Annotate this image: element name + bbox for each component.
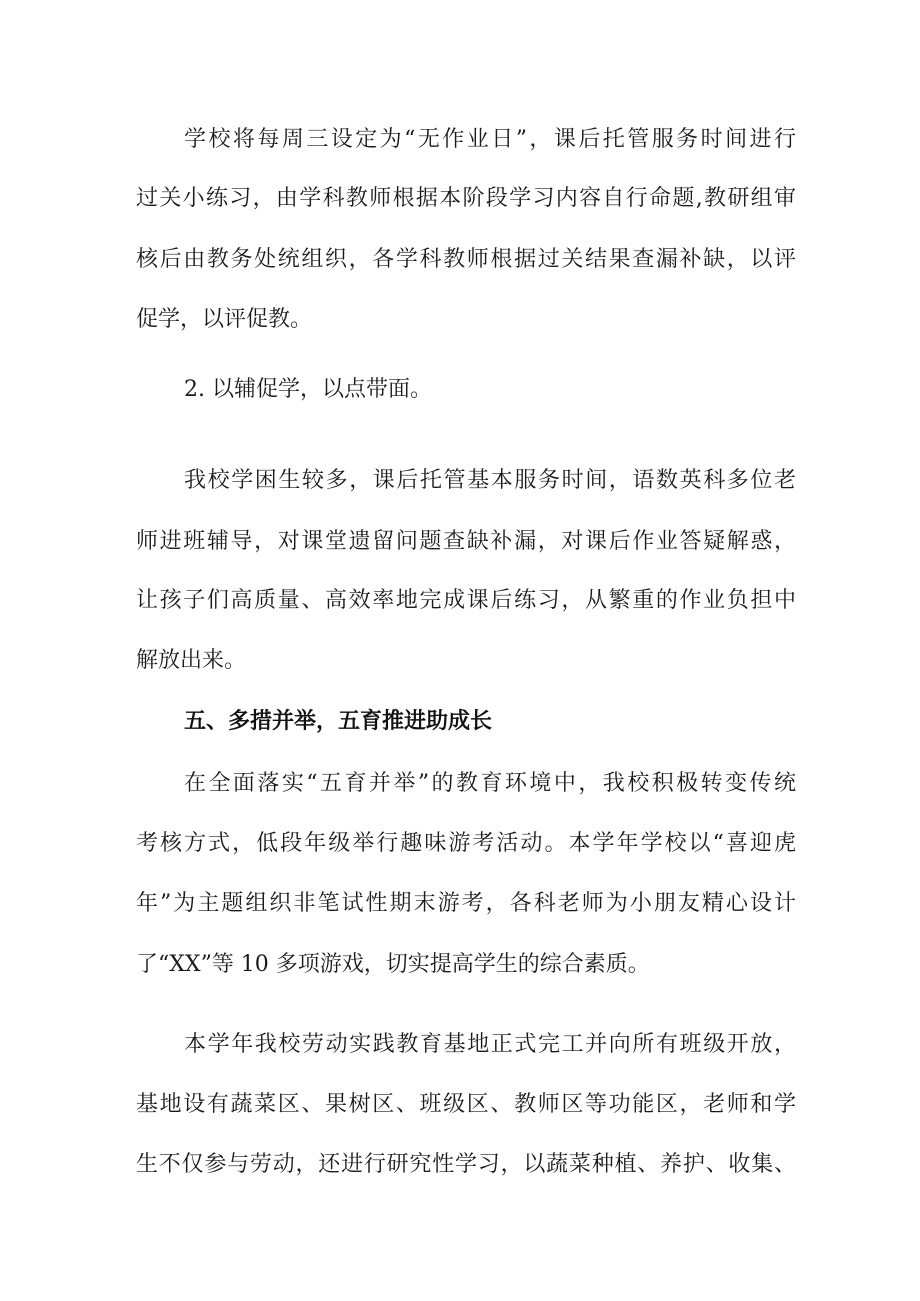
paragraph-line: 解放出来。	[136, 648, 247, 673]
paragraph-line: 让孩子们高质量、高效率地完成课后练习，从繁重的作业负担中	[136, 588, 796, 613]
paragraph-line: 过关小练习，由学科教师根据本阶段学习内容自行命题,教研组审	[136, 186, 796, 211]
paragraph-line: 了“XX”等 10 多项游戏，切实提高学生的综合素质。	[136, 952, 650, 977]
list-item-2: 2. 以辅促学，以点带面。	[184, 377, 432, 402]
paragraph-line: 促学，以评促教。	[136, 307, 313, 332]
paragraph-line: 核后由教务处统组织，各学科教师根据过关结果查漏补缺，以评	[136, 247, 796, 272]
section-heading: 五、多措并举，五育推进助成长	[184, 709, 493, 734]
paragraph-line: 基地设有蔬菜区、果树区、班级区、教师区等功能区，老师和学	[136, 1092, 796, 1117]
paragraph-line: 考核方式，低段年级举行趣味游考活动。本学年学校以“喜迎虎	[136, 831, 796, 856]
paragraph-line: 学校将每周三设定为“无作业日”，课后托管服务时间进行	[184, 127, 796, 152]
paragraph-line: 生不仅参与劳动，还进行研究性学习，以蔬菜种植、养护、收集、	[136, 1152, 796, 1177]
paragraph-line: 本学年我校劳动实践教育基地正式完工并向所有班级开放，	[184, 1032, 796, 1057]
paragraph-line: 年”为主题组织非笔试性期末游考，各科老师为小朋友精心设计	[136, 891, 796, 916]
paragraph-line: 我校学困生较多，课后托管基本服务时间，语数英科多位老	[184, 468, 796, 493]
paragraph-line: 师进班辅导，对课堂遗留问题查缺补漏，对课后作业答疑解惑，	[136, 529, 796, 554]
paragraph-line: 在全面落实“五育并举”的教育环境中，我校积极转变传统	[184, 771, 796, 796]
